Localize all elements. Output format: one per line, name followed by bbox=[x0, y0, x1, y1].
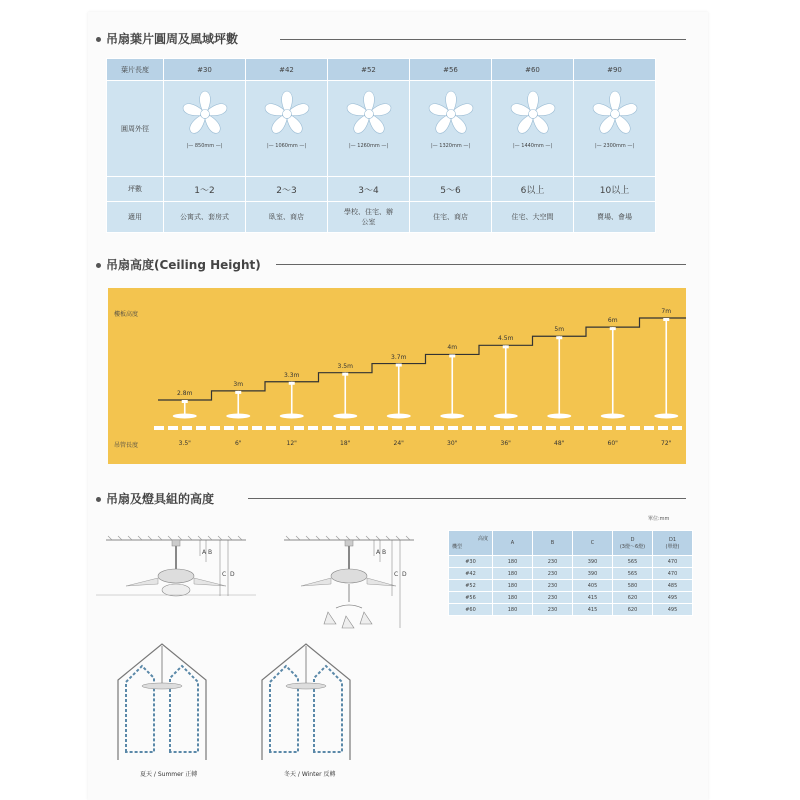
ceiling-height-label: 6m bbox=[607, 317, 618, 325]
table-row bbox=[449, 556, 693, 568]
area-cell: 2～3 bbox=[246, 177, 328, 202]
model-cell: #42 bbox=[449, 568, 493, 580]
bullet-icon bbox=[96, 263, 101, 268]
ceiling-height-label: 3.3m bbox=[284, 371, 300, 379]
canopy bbox=[610, 327, 616, 330]
value-cell: 470 bbox=[653, 556, 693, 568]
downrod-length-label: 6" bbox=[234, 440, 242, 447]
svg-text:C: C bbox=[222, 571, 227, 578]
model-cell: #60 bbox=[449, 604, 493, 616]
fan-cell bbox=[574, 81, 656, 177]
winter-airflow-diagram bbox=[256, 640, 356, 764]
section2-rule bbox=[276, 264, 686, 265]
fan-blade-icon bbox=[426, 89, 476, 139]
row-label-size: 葉片長度 bbox=[107, 59, 164, 81]
ceiling-height-label: 3.5m bbox=[337, 362, 353, 370]
fan-blade-icon bbox=[180, 89, 230, 139]
value-cell: 495 bbox=[653, 604, 693, 616]
diameter-label: |— 1060mm —| bbox=[266, 143, 307, 149]
svg-text:C: C bbox=[394, 571, 399, 578]
fan-cell bbox=[164, 81, 246, 177]
use-cell: 臥室、商店 bbox=[246, 202, 328, 233]
value-cell: 620 bbox=[613, 604, 653, 616]
use-cell: 住宅、大空間 bbox=[492, 202, 574, 233]
pipe-length-label: 吊管長度 bbox=[114, 442, 139, 449]
summer-caption: 夏天 / Summer 正轉 bbox=[140, 771, 198, 778]
fan-blade-icon bbox=[262, 89, 312, 139]
table-row-size bbox=[107, 59, 656, 81]
fan-icon bbox=[440, 414, 464, 419]
value-cell: 180 bbox=[493, 556, 533, 568]
canopy bbox=[342, 373, 348, 376]
stair-diagram bbox=[108, 288, 686, 464]
downrod-length-label: 72" bbox=[661, 440, 672, 447]
value-cell: 180 bbox=[493, 604, 533, 616]
use-cell: 學校、住宅、辦公室 bbox=[328, 202, 410, 233]
canopy bbox=[182, 400, 188, 403]
value-cell: 565 bbox=[613, 568, 653, 580]
diameter-label: |— 1440mm —| bbox=[512, 143, 553, 149]
table-row-use bbox=[107, 202, 656, 233]
canopy bbox=[235, 391, 241, 394]
fan-blade-icon bbox=[508, 89, 558, 139]
size-cell: #60 bbox=[492, 59, 574, 81]
fan-icon bbox=[547, 414, 571, 419]
table-row bbox=[449, 580, 693, 592]
summer-airflow-diagram bbox=[112, 640, 212, 764]
size-cell: #30 bbox=[164, 59, 246, 81]
table-header-row bbox=[449, 531, 693, 556]
value-cell: 230 bbox=[533, 580, 573, 592]
value-cell: 180 bbox=[493, 568, 533, 580]
value-cell: 415 bbox=[573, 592, 613, 604]
value-cell: 230 bbox=[533, 604, 573, 616]
section3-rule bbox=[248, 498, 686, 499]
corner-header: 高度 機型 bbox=[449, 531, 493, 556]
fan-icon bbox=[494, 414, 518, 419]
canopy bbox=[396, 364, 402, 367]
table-row bbox=[449, 592, 693, 604]
column-header: A bbox=[493, 531, 533, 556]
size-cell: #90 bbox=[574, 59, 656, 81]
unit-label: 單位:mm bbox=[648, 516, 670, 522]
table-row-area bbox=[107, 177, 656, 202]
table-row bbox=[449, 568, 693, 580]
winter-caption: 冬天 / Winter 反轉 bbox=[284, 771, 336, 778]
svg-text:B: B bbox=[382, 549, 387, 556]
downrod-length-label: 24" bbox=[393, 440, 404, 447]
downrod-length-label: 60" bbox=[607, 440, 618, 447]
fan-blade-icon bbox=[344, 89, 394, 139]
use-cell: 住宅、商店 bbox=[410, 202, 492, 233]
value-cell: 180 bbox=[493, 580, 533, 592]
diameter-label: |— 1320mm —| bbox=[430, 143, 471, 149]
ceiling-height-label: 3.7m bbox=[391, 353, 407, 361]
size-cell: #52 bbox=[328, 59, 410, 81]
section3-title-text: 吊扇及燈具組的高度 bbox=[106, 492, 215, 506]
value-cell: 620 bbox=[613, 592, 653, 604]
floor-height-label: 樓板高度 bbox=[114, 311, 139, 318]
fan-icon bbox=[280, 414, 304, 419]
downrod-length-label: 48" bbox=[554, 440, 565, 447]
area-cell: 1～2 bbox=[164, 177, 246, 202]
ceiling-height-label: 4.5m bbox=[498, 335, 514, 343]
value-cell: 470 bbox=[653, 568, 693, 580]
value-cell: 230 bbox=[533, 556, 573, 568]
model-cell: #56 bbox=[449, 592, 493, 604]
ceiling-height-label: 4m bbox=[447, 344, 458, 352]
ceiling-height-label: 3m bbox=[233, 380, 244, 388]
diameter-label: |— 2300mm —| bbox=[594, 143, 635, 149]
model-cell: #30 bbox=[449, 556, 493, 568]
diameter-label: |— 1260mm —| bbox=[348, 143, 389, 149]
canopy bbox=[663, 318, 669, 321]
fan-cell bbox=[492, 81, 574, 177]
value-cell: 390 bbox=[573, 556, 613, 568]
value-cell: 405 bbox=[573, 580, 613, 592]
svg-text:A: A bbox=[376, 549, 381, 556]
value-cell: 230 bbox=[533, 568, 573, 580]
use-cell: 公寓式、套房式 bbox=[164, 202, 246, 233]
fan-icon bbox=[226, 414, 250, 419]
area-cell: 5～6 bbox=[410, 177, 492, 202]
section1-title-text: 吊扇葉片圓周及風域坪數 bbox=[106, 32, 239, 46]
fan-icon bbox=[601, 414, 625, 419]
column-header: B bbox=[533, 531, 573, 556]
value-cell: 580 bbox=[613, 580, 653, 592]
value-cell: 495 bbox=[653, 592, 693, 604]
value-cell: 180 bbox=[493, 592, 533, 604]
blade-size-table bbox=[106, 58, 656, 233]
diameter-label: |— 850mm —| bbox=[186, 143, 223, 149]
area-cell: 10以上 bbox=[574, 177, 656, 202]
column-header: C bbox=[573, 531, 613, 556]
downrod-length-label: 3.5" bbox=[178, 440, 191, 447]
ceiling-height-panel bbox=[108, 288, 686, 464]
canopy bbox=[556, 336, 562, 339]
value-cell: 230 bbox=[533, 592, 573, 604]
row-label-area: 坪數 bbox=[107, 177, 164, 202]
row-label-use: 適用 bbox=[107, 202, 164, 233]
section3-title bbox=[96, 490, 214, 507]
fan-blade-icon bbox=[590, 89, 640, 139]
fan-cell bbox=[410, 81, 492, 177]
fan-icon bbox=[333, 414, 357, 419]
canopy bbox=[289, 382, 295, 385]
value-cell: 390 bbox=[573, 568, 613, 580]
section2-title-text: 吊扇高度(Ceiling Height) bbox=[106, 258, 261, 272]
fan-cell bbox=[328, 81, 410, 177]
size-cell: #56 bbox=[410, 59, 492, 81]
fan-icon bbox=[173, 414, 197, 419]
use-cell: 賣場、會場 bbox=[574, 202, 656, 233]
canopy bbox=[503, 345, 509, 348]
svg-text:A: A bbox=[202, 549, 207, 556]
size-cell: #42 bbox=[246, 59, 328, 81]
canopy bbox=[449, 354, 455, 357]
svg-text:D: D bbox=[402, 571, 407, 578]
fan-icon bbox=[654, 414, 678, 419]
column-header: D (3燈～6燈) bbox=[613, 531, 653, 556]
value-cell: 565 bbox=[613, 556, 653, 568]
svg-text:B: B bbox=[208, 549, 213, 556]
ceiling-height-label: 2.8m bbox=[177, 390, 193, 397]
model-cell: #52 bbox=[449, 580, 493, 592]
downrod-length-label: 18" bbox=[340, 440, 351, 447]
downrod-length-label: 12" bbox=[286, 440, 297, 447]
row-label-diameter: 圓周外徑 bbox=[107, 81, 164, 177]
fan-height-table bbox=[448, 530, 693, 616]
section1-rule bbox=[280, 39, 686, 40]
downrod-length-label: 36" bbox=[500, 440, 511, 447]
fan-height-diagram bbox=[96, 532, 426, 642]
fan-icon bbox=[387, 414, 411, 419]
area-cell: 3～4 bbox=[328, 177, 410, 202]
ceiling-height-label: 5m bbox=[554, 326, 565, 334]
section2-title bbox=[96, 256, 261, 273]
svg-text:D: D bbox=[230, 571, 235, 578]
bullet-icon bbox=[96, 497, 101, 502]
value-cell: 415 bbox=[573, 604, 613, 616]
fan-cell bbox=[246, 81, 328, 177]
ceiling-height-label: 7m bbox=[661, 308, 672, 315]
column-header: D1 (單燈) bbox=[653, 531, 693, 556]
downrod-length-label: 30" bbox=[447, 440, 458, 447]
value-cell: 485 bbox=[653, 580, 693, 592]
bullet-icon bbox=[96, 37, 101, 42]
table-row-diameter bbox=[107, 81, 656, 177]
table-row bbox=[449, 604, 693, 616]
section1-title bbox=[96, 30, 238, 47]
area-cell: 6以上 bbox=[492, 177, 574, 202]
